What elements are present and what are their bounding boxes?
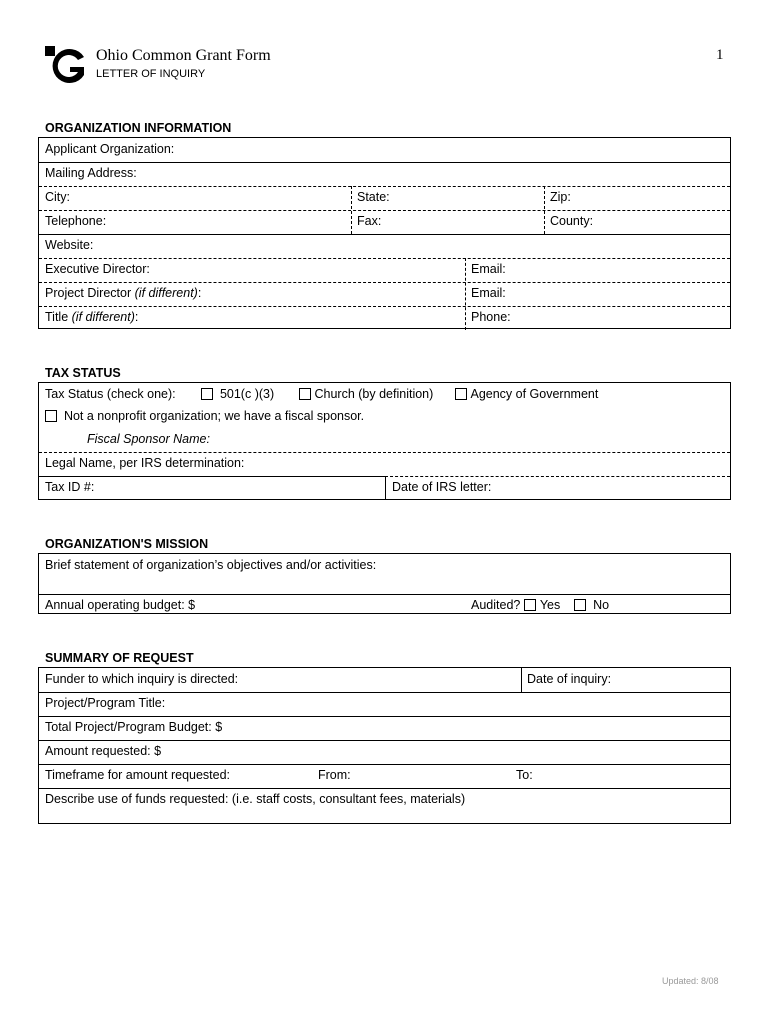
g-logo-icon xyxy=(44,45,86,87)
date-inquiry-label: Date of inquiry: xyxy=(527,672,612,686)
from-label: From: xyxy=(318,768,351,782)
funder-label: Funder to which inquiry is directed: xyxy=(45,672,239,686)
request-heading: SUMMARY OF REQUEST xyxy=(45,651,194,665)
checkbox-audited-yes[interactable] xyxy=(524,599,536,611)
website-label: Website: xyxy=(45,238,94,252)
fax-label: Fax: xyxy=(357,214,382,228)
total-budget-label: Total Project/Program Budget: $ xyxy=(45,720,223,734)
org-heading: ORGANIZATION INFORMATION xyxy=(45,121,232,135)
checkbox-audited-no[interactable] xyxy=(574,599,586,611)
project-director-label: Project Director (if different): xyxy=(45,286,202,300)
phone-label: Phone: xyxy=(471,310,511,324)
checkbox-nonprofit[interactable] xyxy=(45,410,57,422)
org-info-box xyxy=(38,137,731,329)
tax-heading: TAX STATUS xyxy=(45,366,121,380)
amount-label: Amount requested: $ xyxy=(45,744,162,758)
email-label-2: Email: xyxy=(471,286,506,300)
mission-box xyxy=(38,553,731,614)
describe-funds-label: Describe use of funds requested: (i.e. staff costs, consultant fees, materials) xyxy=(45,792,466,806)
checkbox-agency[interactable] xyxy=(455,388,467,400)
checkbox-church[interactable] xyxy=(299,388,311,400)
option-nonprofit[interactable]: Not a nonprofit organization; we have a fiscal sponsor. xyxy=(45,409,364,423)
state-label: State: xyxy=(357,190,390,204)
tax-id-label: Tax ID #: xyxy=(45,480,95,494)
checkbox-501c3[interactable] xyxy=(201,388,213,400)
updated-note: Updated: 8/08 xyxy=(662,976,719,986)
form-subtitle: LETTER OF INQUIRY xyxy=(96,68,206,80)
program-title-label: Project/Program Title: xyxy=(45,696,166,710)
option-church[interactable]: Church (by definition) xyxy=(299,387,433,401)
mission-heading: ORGANIZATION'S MISSION xyxy=(45,537,209,551)
option-agency[interactable]: Agency of Government xyxy=(455,387,598,401)
audited-yes-label: Yes xyxy=(539,598,561,612)
mailing-label: Mailing Address: xyxy=(45,166,137,180)
page-number: 1 xyxy=(716,47,724,63)
zip-label: Zip: xyxy=(550,190,571,204)
audited-group: Audited? Yes No xyxy=(471,598,610,612)
county-label: County: xyxy=(550,214,594,228)
request-box xyxy=(38,667,731,824)
option-501c3[interactable]: 501(c )(3) xyxy=(201,387,274,401)
irs-date-label: Date of IRS letter: xyxy=(392,480,492,494)
form-title: Ohio Common Grant Form xyxy=(96,47,271,64)
applicant-label: Applicant Organization: xyxy=(45,142,175,156)
audited-no-label: No xyxy=(593,598,610,612)
telephone-label: Telephone: xyxy=(45,214,107,228)
tax-check-one-label: Tax Status (check one): xyxy=(45,387,176,401)
to-label: To: xyxy=(516,768,533,782)
legal-name-label: Legal Name, per IRS determination: xyxy=(45,456,245,470)
budget-label: Annual operating budget: $ xyxy=(45,598,196,612)
city-label: City: xyxy=(45,190,70,204)
fiscal-sponsor-label: Fiscal Sponsor Name: xyxy=(87,432,210,446)
title-label: Title (if different): xyxy=(45,310,139,324)
mission-statement-label: Brief statement of organization’s objectives and/or activities: xyxy=(45,558,377,572)
tax-status-box xyxy=(38,382,731,500)
email-label-1: Email: xyxy=(471,262,506,276)
exec-director-label: Executive Director: xyxy=(45,262,150,276)
timeframe-label: Timeframe for amount requested: xyxy=(45,768,231,782)
